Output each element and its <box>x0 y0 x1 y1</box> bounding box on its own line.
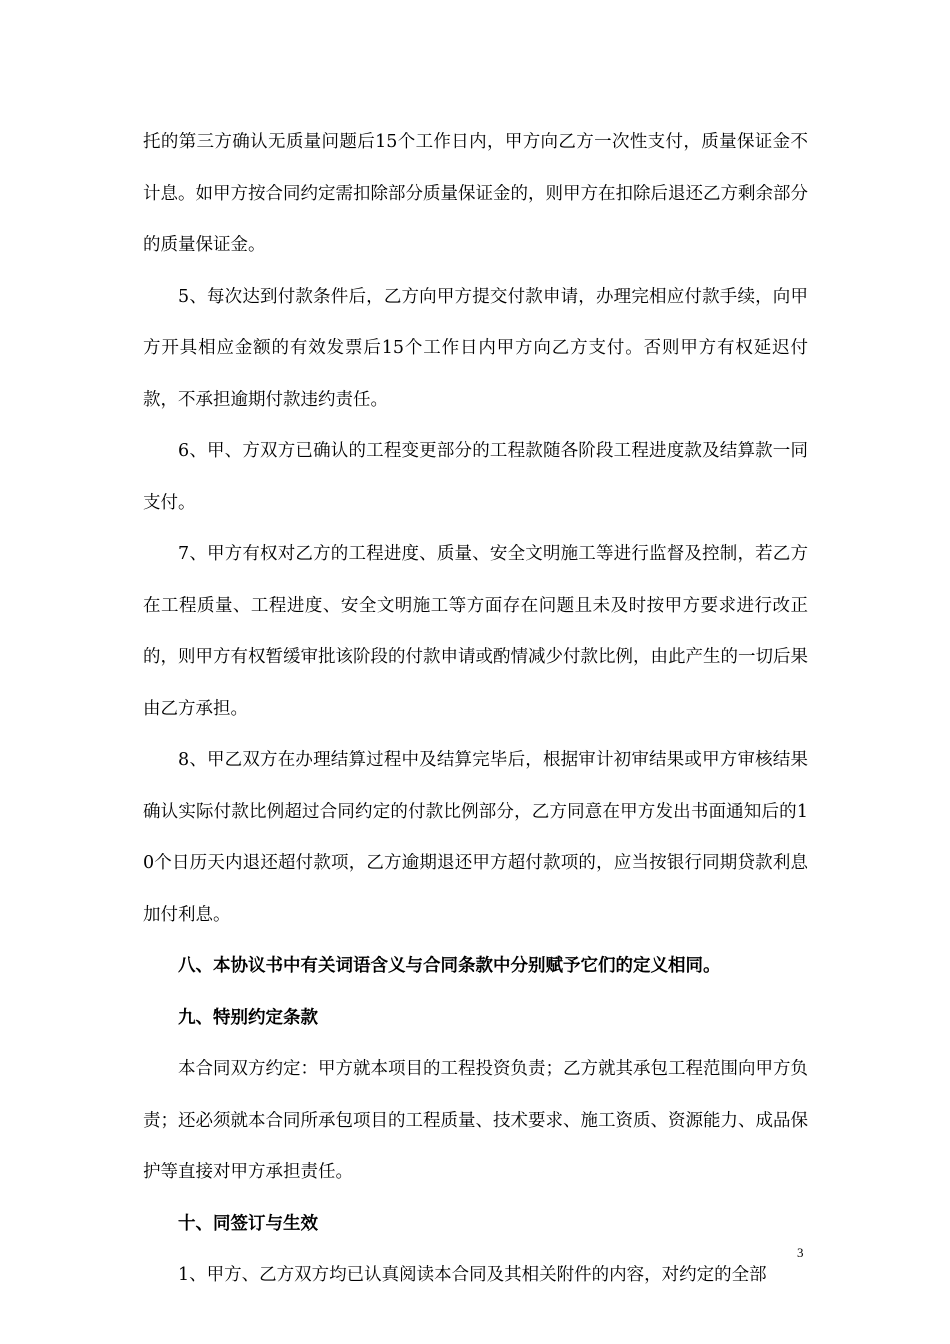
paragraph-clause-6: 6、甲、方双方已确认的工程变更部分的工程款随各阶段工程进度款及结算款一同支付。 <box>143 441 808 513</box>
paragraph-clause-5: 5、每次达到付款条件后，乙方向甲方提交付款申请，办理完相应付款手续，向甲方开具相应金额的有效发票后15个工作日内甲方向乙方支付。否则甲方有权延迟付款，不承担逾期付款违约责任。 <box>143 286 808 410</box>
paragraph-quality-deposit-continued: 托的第三方确认无质量问题后15个工作日内，甲方向乙方一次性支付，质量保证金不计息。如甲方按合同约定需扣除部分质量保证金的，则甲方在扣除后退还乙方剩余部分的质量保证金。 <box>143 132 808 255</box>
document-body <box>143 117 808 1302</box>
page-number: 3 <box>797 1245 804 1260</box>
section-heading-10: 十、同签订与生效 <box>178 1213 318 1234</box>
section-heading-9: 九、特别约定条款 <box>178 1007 318 1028</box>
section-heading-8: 八、本协议书中有关词语含义与合同条款中分别赋予它们的定义相同。 <box>178 956 721 976</box>
paragraph-signing-1: 1、甲方、乙方双方均已认真阅读本合同及其相关附件的内容，对约定的全部 <box>178 1265 767 1285</box>
paragraph-special-terms: 本合同双方约定：甲方就本项目的工程投资负责；乙方就其承包工程范围向甲方负责；还必须就本合同所承包项目的工程质量、技术要求、施工资质、资源能力、成品保护等直接对甲方承担责任。 <box>143 1059 808 1182</box>
paragraph-clause-7: 7、甲方有权对乙方的工程进度、质量、安全文明施工等进行监督及控制，若乙方在工程质量、工程进度、安全文明施工等方面存在问题且未及时按甲方要求进行改正的，则甲方有权暂缓审批该阶段的付款申请或酌情减少付款比例，由此产生的一切后果由乙方承担。 <box>143 544 808 719</box>
paragraph-clause-8: 8、甲乙双方在办理结算过程中及结算完毕后，根据审计初审结果或甲方审核结果确认实际付款比例超过合同约定的付款比例部分，乙方同意在甲方发出书面通知后的10个日历天内退还超付款项，乙方逾期退还甲方超付款项的，应当按银行同期贷款利息加付利息。 <box>143 750 808 925</box>
